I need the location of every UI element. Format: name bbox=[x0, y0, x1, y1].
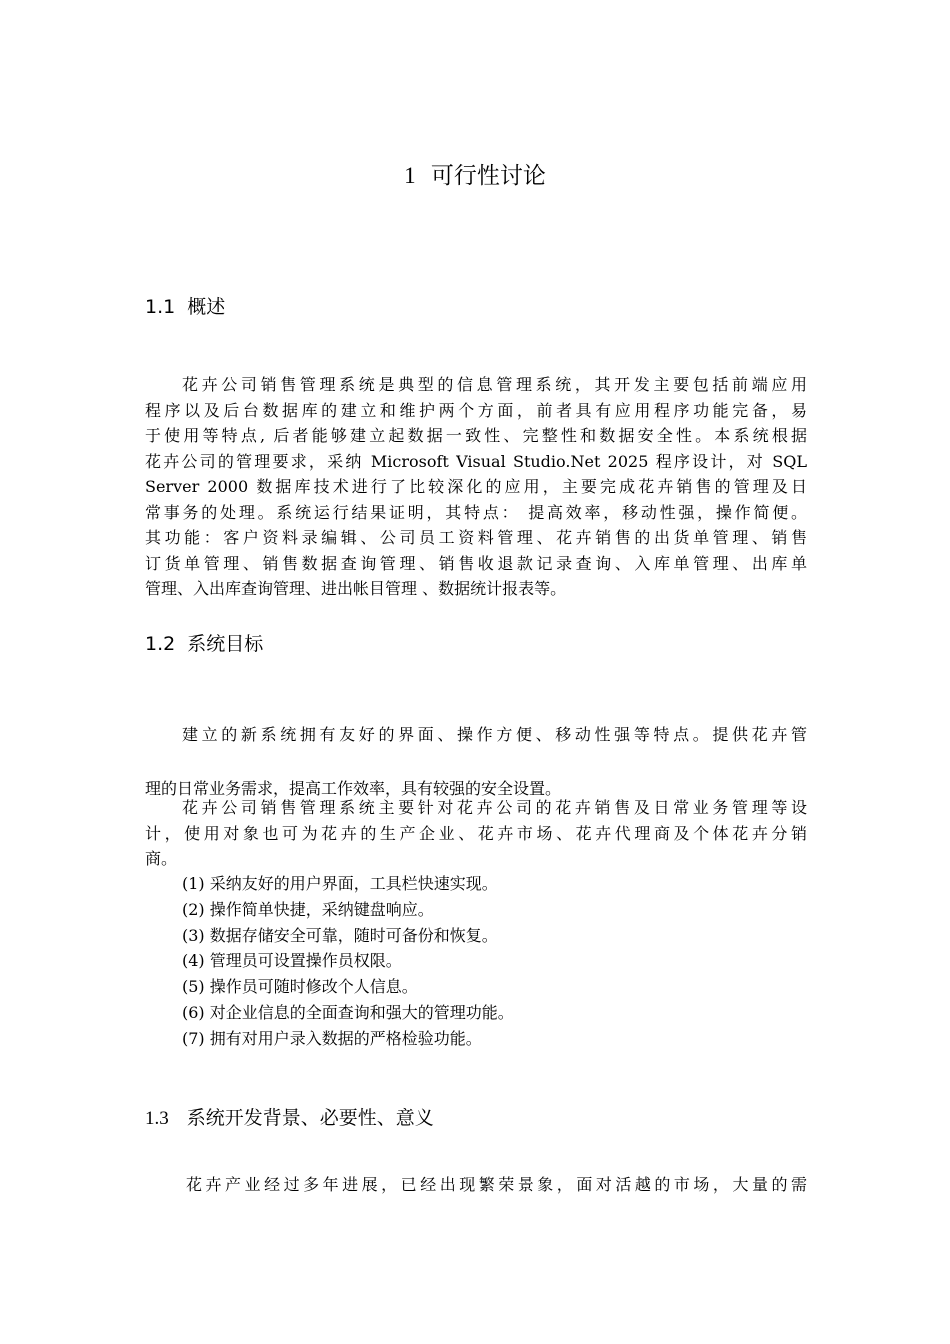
paragraph-line: 花卉产业经过多年进展，已经出现繁荣景象，面对活越的市场，大量的需 bbox=[186, 1175, 807, 1194]
list-item: (1) 采纳友好的用户界面，工具栏快速实现。 bbox=[182, 874, 498, 893]
paragraph-line: 管理、入出库查询管理、进出帐目管理 、数据统计报表等。 bbox=[145, 579, 567, 598]
background-paragraph bbox=[145, 1172, 807, 1198]
paragraph-line: 其功能：客户资料录编辑、公司员工资料管理、花卉销售的出货单管理、销售 bbox=[145, 528, 807, 547]
section-title: 概述 bbox=[187, 296, 226, 318]
overview-paragraph bbox=[145, 372, 807, 602]
paragraph-line: 程序以及后台数据库的建立和维护两个方面，前者具有应用程序功能完备，易 bbox=[145, 400, 807, 420]
list-item: (2) 操作简单快捷，采纳键盘响应。 bbox=[182, 899, 434, 919]
section-heading-1-1 bbox=[145, 293, 225, 321]
paragraph-line: 订货单管理、销售数据查询管理、销售收退款记录查询、入库单管理、出库单 bbox=[145, 553, 807, 573]
paragraph-line: Server 2000 数据库技术进行了比较深化的应用，主要完成花卉销售的管理及日 bbox=[145, 477, 807, 496]
chapter-title bbox=[0, 160, 950, 192]
list-item: (7) 拥有对用户录入数据的严格检验功能。 bbox=[182, 1028, 482, 1048]
list-item: (6) 对企业信息的全面查询和强大的管理功能。 bbox=[182, 1002, 514, 1022]
paragraph-line: 花卉公司销售管理系统是典型的信息管理系统，其开发主要包括前端应用 bbox=[182, 375, 807, 394]
chapter-title-text: 可行性讨论 bbox=[430, 163, 546, 189]
section-number: 1.3 bbox=[145, 1108, 169, 1129]
paragraph-line: 计，使用对象也可为花卉的生产企业、花卉市场、花卉代理商及个体花卉分销 bbox=[145, 823, 807, 843]
paragraph-line: 常事务的处理。系统运行结果证明，其特点： 提高效率，移动性强，操作简便。 bbox=[145, 502, 807, 522]
list-item: (5) 操作员可随时修改个人信息。 bbox=[182, 977, 418, 997]
section-title: 系统开发背景、必要性、意义 bbox=[186, 1107, 434, 1129]
paragraph-line: 商。 bbox=[145, 849, 178, 868]
section-number: 1.2 bbox=[145, 633, 176, 655]
goal-paragraph-2 bbox=[145, 795, 807, 872]
goal-list bbox=[182, 871, 514, 1052]
paragraph-line: 理的日常业务需求，提高工作效率，具有较强的安全设置。 bbox=[145, 779, 562, 798]
section-heading-1-2 bbox=[145, 630, 263, 658]
list-item: (4) 管理员可设置操作员权限。 bbox=[182, 951, 402, 971]
list-item: (3) 数据存储安全可靠，随时可备份和恢复。 bbox=[182, 925, 498, 945]
paragraph-line: 于使用等特点, 后者能够建立起数据一致性、完整性和数据安全性。本系统根据 bbox=[145, 426, 807, 445]
section-number: 1.1 bbox=[145, 296, 176, 318]
paragraph-line: 花卉公司销售管理系统主要针对花卉公司的花卉销售及日常业务管理等设 bbox=[182, 798, 807, 817]
chapter-number: 1 bbox=[404, 163, 416, 188]
paragraph-line: 建立的新系统拥有友好的界面、操作方便、移动性强等特点。提供花卉管 bbox=[182, 725, 807, 744]
section-heading-1-3 bbox=[145, 1104, 434, 1133]
paragraph-line: 花卉公司的管理要求，采纳 Microsoft Visual Studio.Net 2025 程序设计，对 SQL bbox=[145, 451, 807, 471]
section-title: 系统目标 bbox=[187, 633, 264, 655]
